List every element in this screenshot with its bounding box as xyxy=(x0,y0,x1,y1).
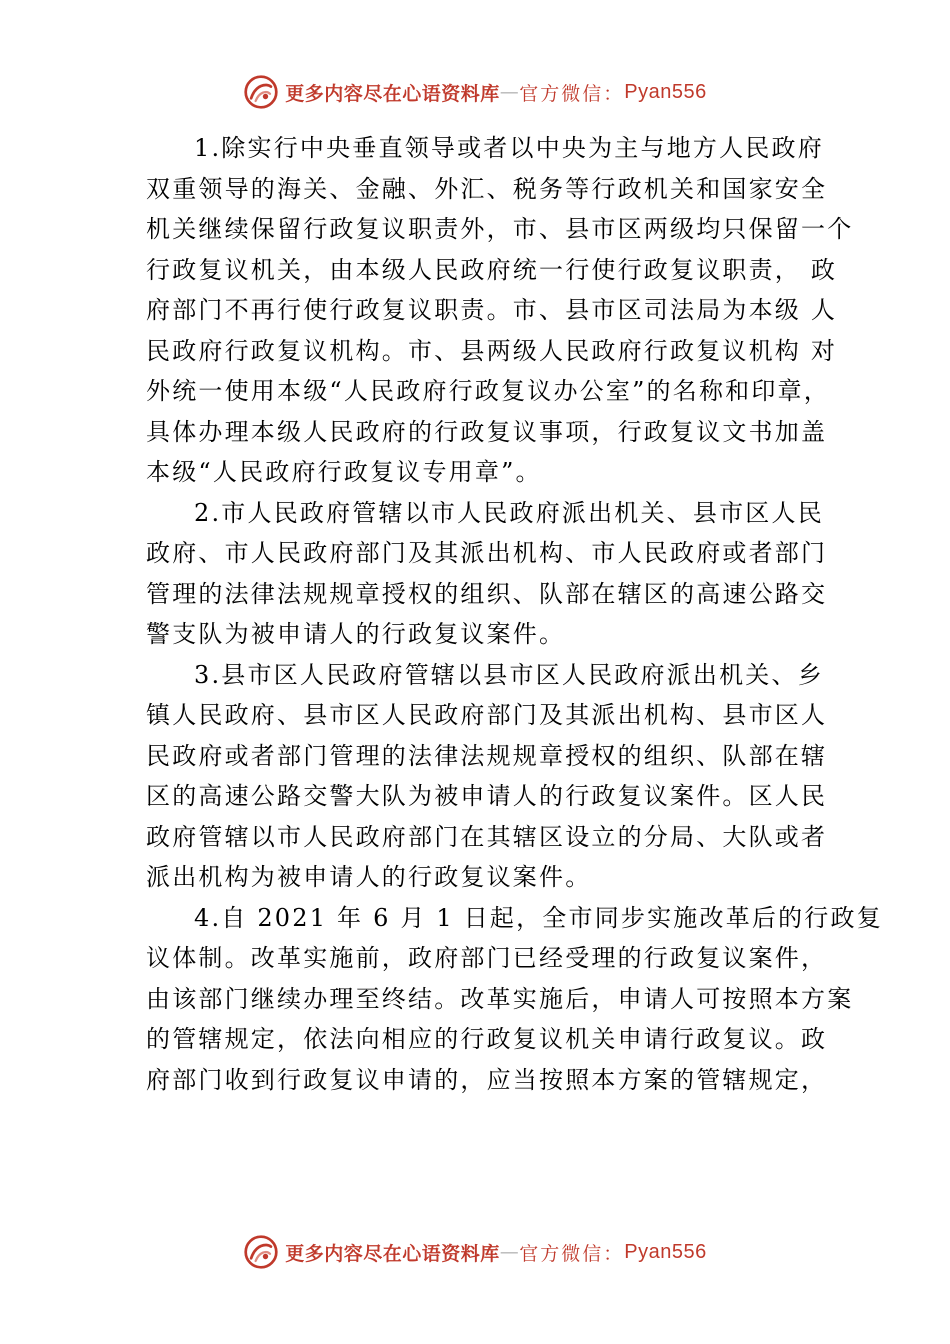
paragraph-1 xyxy=(146,128,854,493)
circular-swirl-logo-icon xyxy=(243,74,279,110)
header-banner-label: 官方微信： xyxy=(519,82,625,105)
paragraph-2 xyxy=(146,493,828,655)
paragraph-line: 具体办理本级人民政府的行政复议事项，行政复议文书加盖 xyxy=(146,417,828,446)
paragraph-line: 行政复议机关，由本级人民政府统一行使行政复议职责， 政 xyxy=(146,255,838,284)
paragraph-line: 派出机构为被申请人的行政复议案件。 xyxy=(146,863,592,891)
circular-swirl-logo-icon xyxy=(243,1234,279,1270)
document-body xyxy=(146,128,883,1100)
paragraph-line: 本级“人民政府行政复议专用章”。 xyxy=(146,458,542,486)
paragraph-line: 民政府或者部门管理的法律法规规章授权的组织、队部在辖 xyxy=(146,741,828,770)
header-banner-dash: — xyxy=(499,81,520,103)
paragraph-3 xyxy=(146,655,828,898)
paragraph-line: 议体制。改革实施前，政府部门已经受理的行政复议案件， xyxy=(146,944,828,972)
paragraph-line: 政府管辖以市人民政府部门在其辖区设立的分局、大队或者 xyxy=(146,822,828,851)
paragraph-line: 警支队为被申请人的行政复议案件。 xyxy=(146,620,566,648)
paragraph-line: 府部门不再行使行政复议职责。市、县市区司法局为本级 人 xyxy=(146,296,838,324)
footer-banner-dash: — xyxy=(499,1241,520,1263)
paragraph-line: 管理的法律法规规章授权的组织、队部在辖区的高速公路交 xyxy=(146,579,828,608)
paragraph-4 xyxy=(146,898,883,1101)
footer-banner-wechat-id: Pyan556 xyxy=(624,1240,707,1263)
paragraph-line: 民政府行政复议机构。市、县两级人民政府行政复议机构 对 xyxy=(146,336,838,365)
paragraph-line: 1.除实行中央垂直领导或者以中央为主与地方人民政府 xyxy=(194,134,824,162)
paragraph-line: 府部门收到行政复议申请的，应当按照本方案的管辖规定， xyxy=(146,1065,828,1094)
paragraph-line: 双重领导的海关、金融、外汇、税务等行政机关和国家安全 xyxy=(146,174,828,203)
paragraph-line: 机关继续保留行政复议职责外，市、县市区两级均只保留一个 xyxy=(146,215,854,243)
footer-banner-text: 更多内容尽在心语资料库 xyxy=(285,1242,500,1265)
footer-banner xyxy=(0,1230,950,1274)
paragraph-line: 2.市人民政府管辖以市人民政府派出机关、县市区人民 xyxy=(194,498,824,527)
paragraph-line: 3.县市区人民政府管辖以县市区人民政府派出机关、乡 xyxy=(194,660,824,689)
paragraph-line: 外统一使用本级“人民政府行政复议办公室”的名称和印章， xyxy=(146,377,830,405)
header-banner xyxy=(0,70,950,114)
footer-banner-label: 官方微信： xyxy=(519,1242,625,1265)
paragraph-line: 区的高速公路交警大队为被申请人的行政复议案件。区人民 xyxy=(146,782,828,810)
paragraph-line: 4.自 2021 年 6 月 1 日起，全市同步实施改革后的行政复 xyxy=(194,903,883,932)
paragraph-line: 由该部门继续办理至终结。改革实施后，申请人可按照本方案 xyxy=(146,984,854,1013)
header-banner-text: 更多内容尽在心语资料库 xyxy=(285,82,500,105)
paragraph-line: 的管辖规定，依法向相应的行政复议机关申请行政复议。政 xyxy=(146,1025,828,1053)
header-banner-wechat-id: Pyan556 xyxy=(624,80,707,103)
paragraph-line: 政府、市人民政府部门及其派出机构、市人民政府或者部门 xyxy=(146,539,828,567)
paragraph-line: 镇人民政府、县市区人民政府部门及其派出机构、县市区人 xyxy=(146,701,828,729)
